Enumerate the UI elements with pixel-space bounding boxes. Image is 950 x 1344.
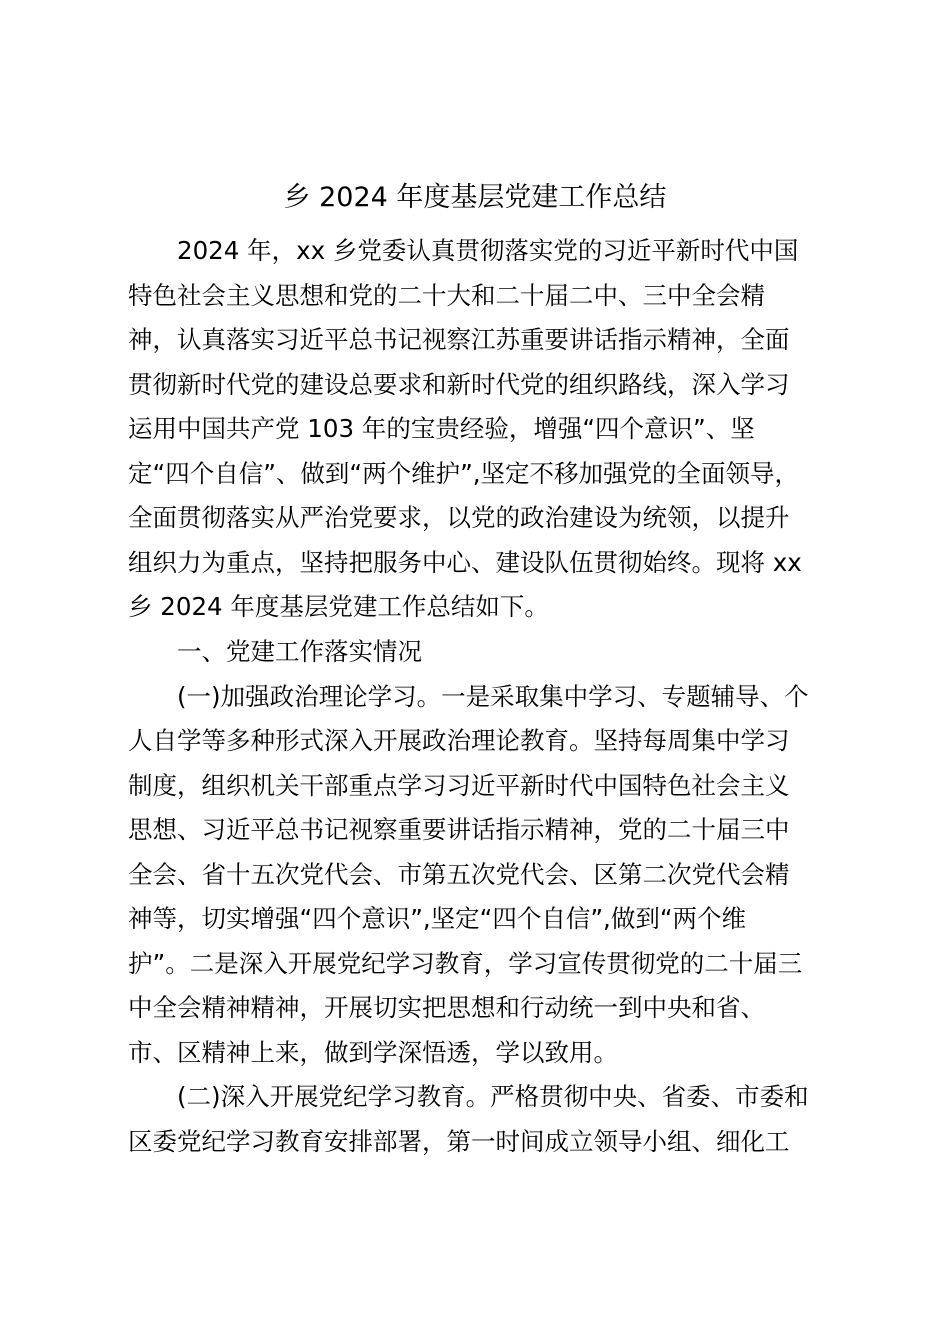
paragraph-line: 制度，组织机关干部重点学习习近平新时代中国特色社会主义 xyxy=(128,771,790,800)
paragraph-line: 护”。二是深入开展党纪学习教育，学习宣传贯彻党的二十届三 xyxy=(128,949,803,978)
paragraph-line: 乡 2024 年度基层党建工作总结如下。 xyxy=(128,592,549,621)
paragraph-line: 全会、省十五次党代会、市第五次党代会、区第二次党代会精 xyxy=(128,860,790,889)
paragraph-line: 定“四个自信”、做到“两个维护”,坚定不移加强党的全面领导， xyxy=(128,459,800,488)
paragraph-line: 贯彻新时代党的建设总要求和新时代党的组织路线，深入学习 xyxy=(128,370,790,399)
paragraph-line: 组织力为重点，坚持把服务中心、建设队伍贯彻始终。现将 xx xyxy=(128,548,802,577)
paragraph-line: 中全会精神精神，开展切实把思想和行动统一到中央和省、 xyxy=(128,993,765,1022)
paragraph-line: 2024 年，xx 乡党委认真贯彻落实党的习近平新时代中国 xyxy=(177,236,799,265)
paragraph-line: 市、区精神上来，做到学深悟透，学以致用。 xyxy=(128,1038,618,1067)
section-heading: 一、党建工作落实情况 xyxy=(177,637,422,666)
paragraph-line: 思想、习近平总书记视察重要讲话指示精神，党的二十届三中 xyxy=(128,815,790,844)
paragraph-line: (二)深入开展党纪学习教育。严格贯彻中央、省委、市委和 xyxy=(177,1082,809,1111)
paragraph-line: 运用中国共产党 103 年的宝贵经验，增强“四个意识”、坚 xyxy=(128,414,755,443)
paragraph-line: 神等，切实增强“四个意识”,坚定“四个自信”,做到“两个维 xyxy=(128,904,747,933)
paragraph-line: 神，认真落实习近平总书记视察江苏重要讲话指示精神，全面 xyxy=(128,325,790,354)
paragraph-line: 全面贯彻落实从严治党要求，以党的政治建设为统领，以提升 xyxy=(128,503,790,532)
paragraph-line: 特色社会主义思想和党的二十大和二十届二中、三中全会精 xyxy=(128,281,765,310)
paragraph-line: (一)加强政治理论学习。一是采取集中学习、专题辅导、个 xyxy=(177,682,809,711)
document-title: 乡 2024 年度基层党建工作总结 xyxy=(283,182,667,213)
paragraph-line: 区委党纪学习教育安排部署，第一时间成立领导小组、细化工 xyxy=(128,1127,790,1156)
paragraph-line: 人自学等多种形式深入开展政治理论教育。坚持每周集中学习 xyxy=(128,726,790,755)
